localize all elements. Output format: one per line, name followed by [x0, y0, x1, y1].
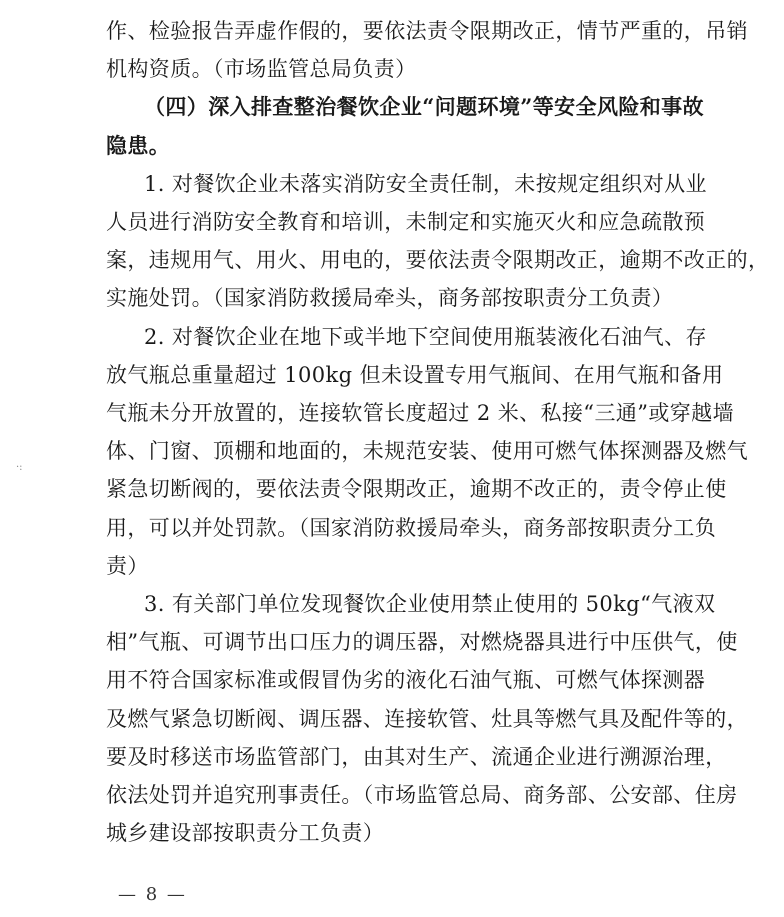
text-line: 相”气瓶、可调节出口压力的调压器，对燃烧器具进行中压供气，使 [106, 630, 738, 654]
scan-speck: ·: [16, 462, 23, 473]
text-line: 气瓶未分开放置的，连接软管长度超过 2 米、私接“三通”或穿越墙 [106, 401, 734, 425]
text-line: 放气瓶总重量超过 100kg 但未设置专用气瓶间、在用气瓶和备用 [106, 363, 724, 387]
text-line: 依法处罚并追究刑事责任。（市场监管总局、商务部、公安部、住房 [106, 783, 738, 807]
section-heading: 隐患。 [106, 133, 171, 158]
text-line: 体、门窗、顶棚和地面的，未规范安装、使用可燃气体探测器及燃气 [106, 439, 748, 463]
text-line: 3. 有关部门单位发现餐饮企业使用禁止使用的 50kg“气液双 [144, 592, 716, 616]
text-line: 用，可以并处罚款。（国家消防救援局牵头，商务部按职责分工负 [106, 516, 717, 540]
text-line: 责） [106, 554, 149, 578]
text-line: 城乡建设部按职责分工负责） [106, 821, 385, 845]
text-line: 机构资质。（市场监管总局负责） [106, 57, 417, 81]
text-line: 紧急切断阀的，要依法责令限期改正，逾期不改正的，责令停止使 [106, 477, 727, 501]
text-line: 1. 对餐饮企业未落实消防安全责任制，未按规定组织对从业 [144, 172, 707, 196]
text-line: 用不符合国家标准或假冒伪劣的液化石油气瓶、可燃气体探测器 [106, 668, 706, 692]
text-line: 人员进行消防安全教育和培训，未制定和实施灭火和应急疏散预 [106, 210, 706, 234]
section-heading: （四）深入排查整治餐饮企业“问题环境”等安全风险和事故 [144, 94, 704, 119]
text-line: 及燃气紧急切断阀、调压器、连接软管、灶具等燃气具及配件等的， [106, 707, 748, 731]
text-line: 作、检验报告弄虚作假的，要依法责令限期改正，情节严重的，吊销 [106, 19, 748, 43]
text-line: 实施处罚。（国家消防救援局牵头，商务部按职责分工负责） [106, 286, 674, 310]
text-line: 案，违规用气、用火、用电的，要依法责令限期改正，逾期不改正的， [106, 248, 770, 272]
text-line: 要及时移送市场监管部门，由其对生产、流通企业进行溯源治理， [106, 745, 727, 769]
text-line: 2. 对餐饮企业在地下或半地下空间使用瓶装液化石油气、存 [144, 325, 707, 349]
page-number: — 8 — [118, 884, 187, 905]
